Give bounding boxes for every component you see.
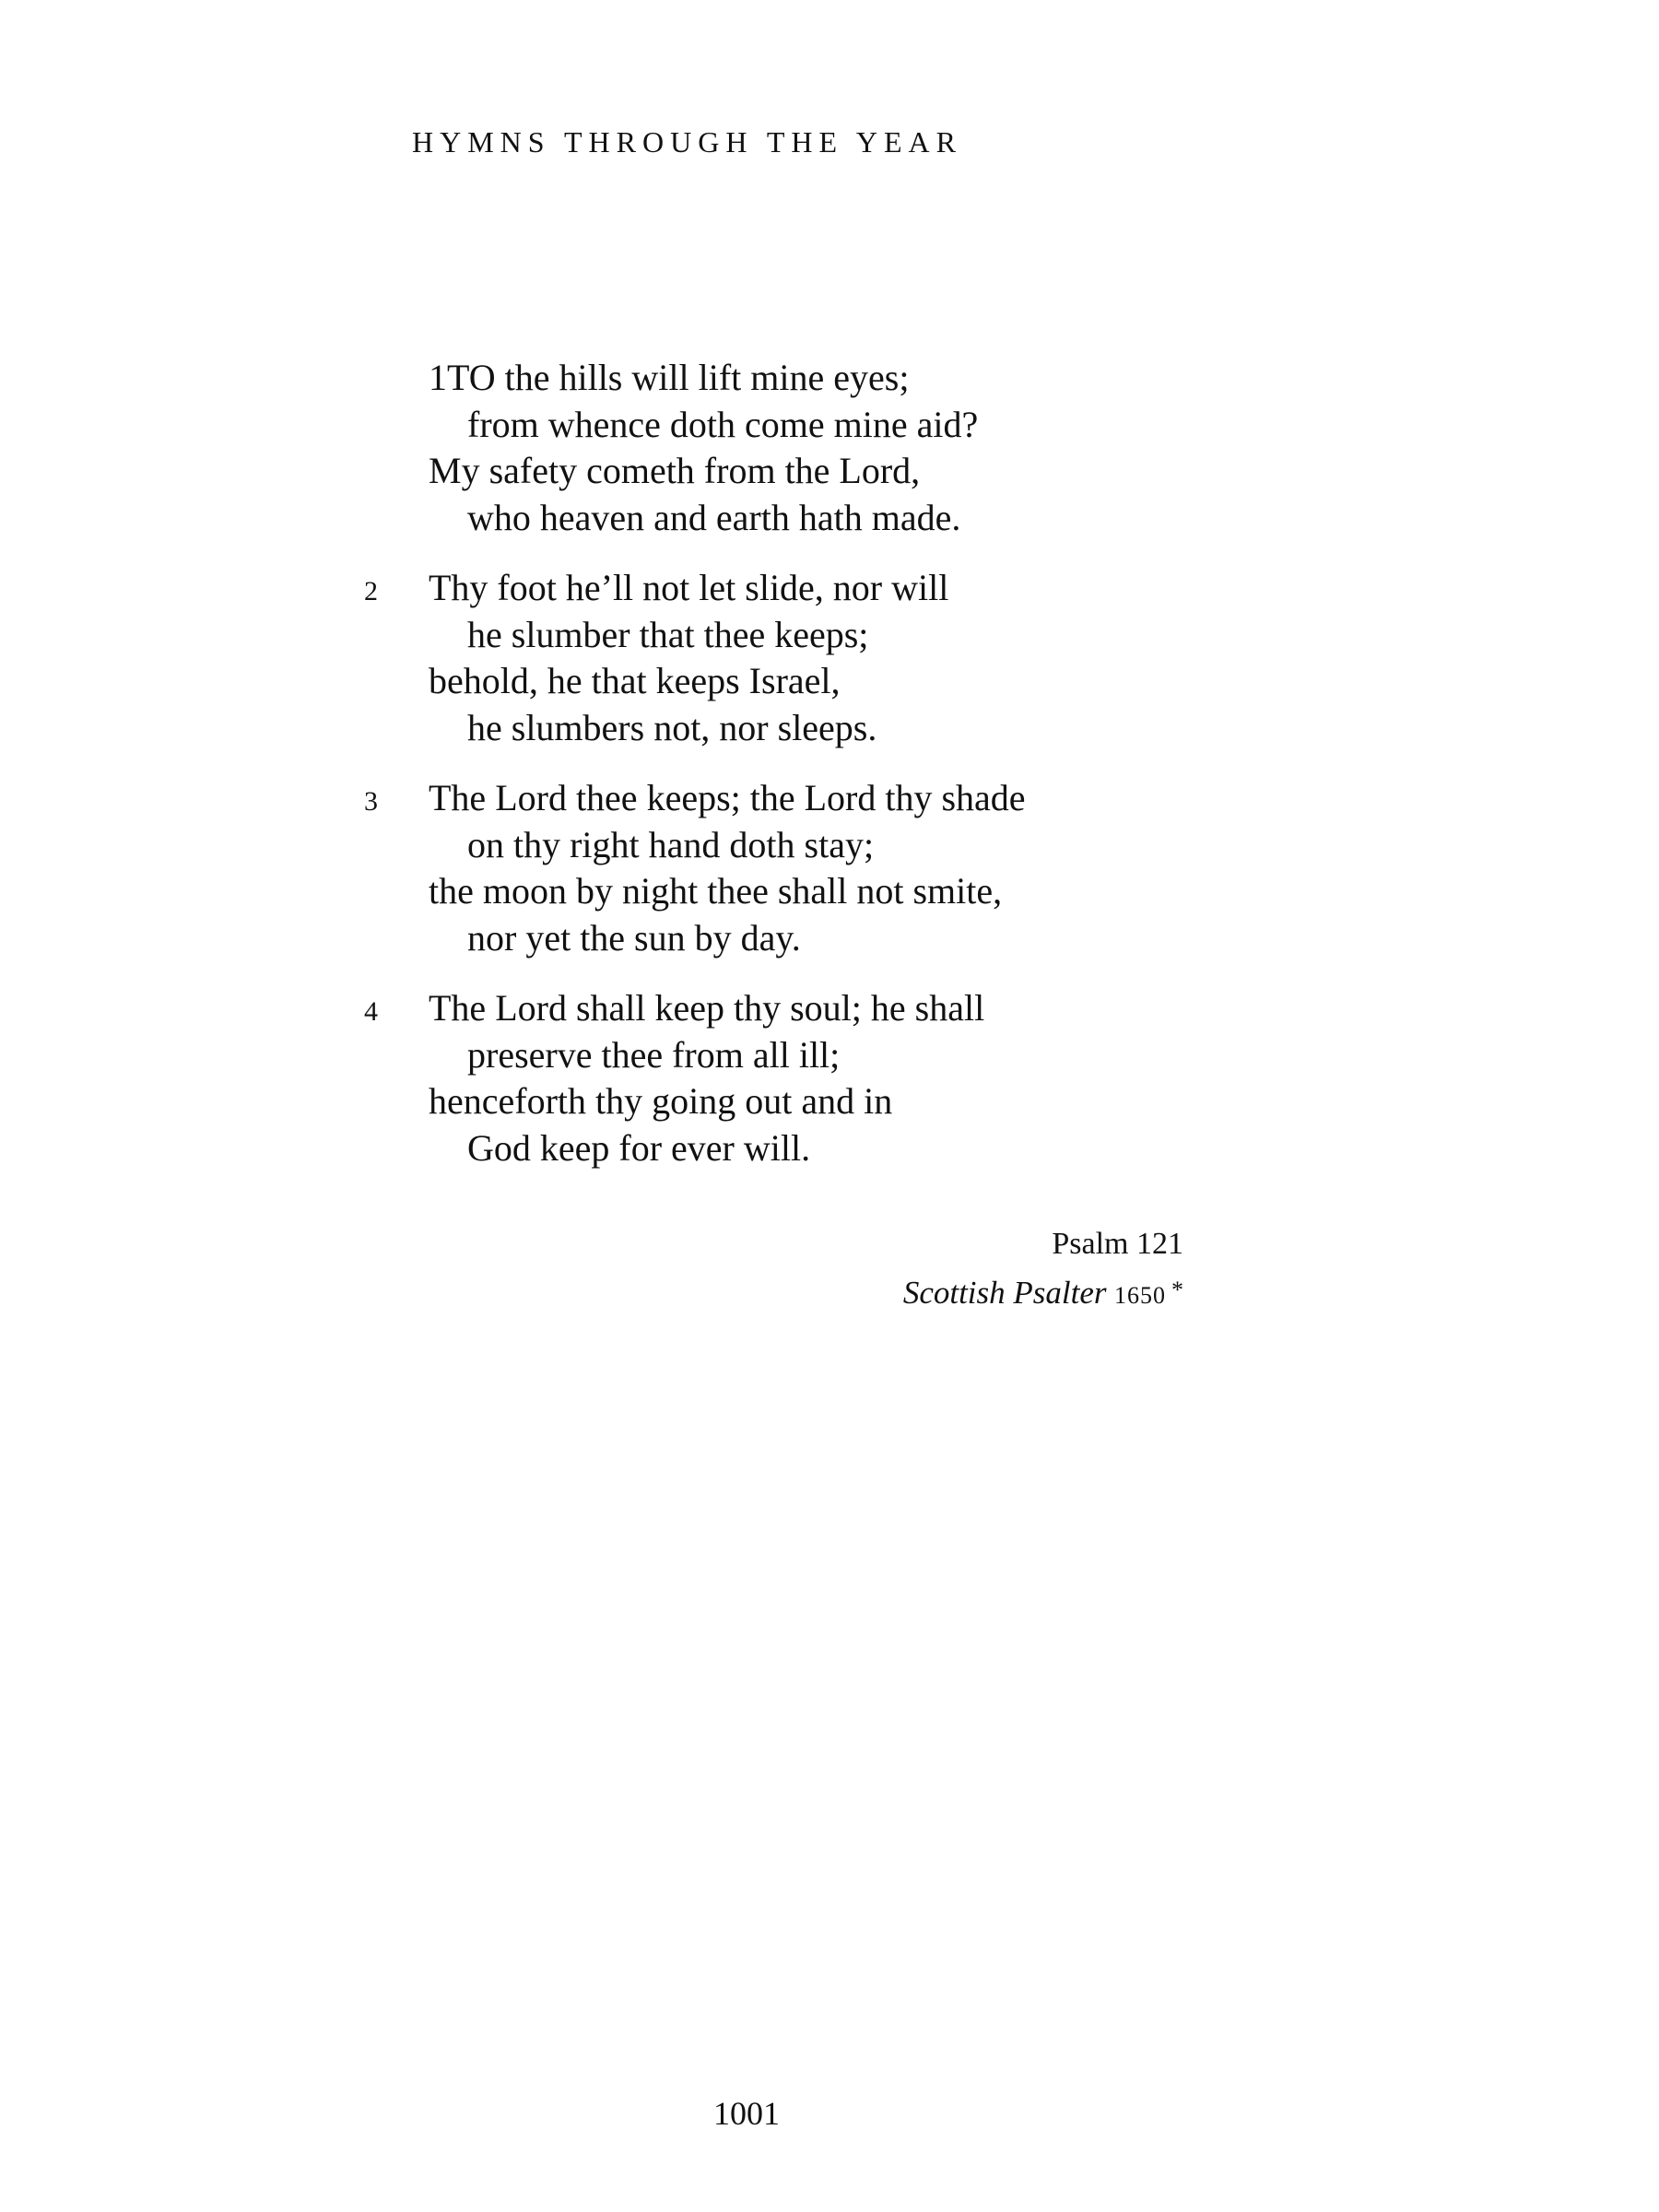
psalm-reference: Psalm 121 [1052,1227,1183,1261]
attribution [903,1221,1183,1319]
verse-line: behold, he that keeps Israel, [429,660,841,701]
verse-line: he slumbers not, nor sleeps. [467,706,877,748]
verse-number: 2 [364,576,378,606]
verse-line [0,355,1659,402]
verse-line: My safety cometh from the Lord, [429,450,921,491]
verse-number: 1 [429,357,447,398]
verse-number: 4 [364,996,378,1027]
hymn-text [0,355,1659,1195]
verse-4 [0,985,1659,1171]
verse-2 [0,565,1659,751]
verse-line: God keep for ever will. [467,1126,811,1169]
source-line [903,1267,1183,1319]
verse-line: The Lord thee keeps; the Lord thy shade [429,777,1026,818]
page-number: 1001 [713,2095,780,2132]
verse-line: the moon by night thee shall not smite, [429,870,1003,912]
verse-line: preserve thee from all ill; [467,1033,841,1076]
verse-line: who heaven and earth hath made. [467,496,961,538]
running-head: HYMNS THROUGH THE YEAR [412,125,962,159]
verse-line: he slumber that thee keeps; [467,613,869,655]
verse-line: nor yet the sun by day. [467,916,801,959]
verse-number: 3 [364,786,378,817]
verse-line: Thy foot he’ll not let slide, nor will [429,567,949,608]
verse-line-text: TO the hills will lift mine eyes; [447,357,910,398]
altered-mark: * [1171,1277,1183,1303]
verse-3 [0,775,1659,961]
source-year: 1650 [1114,1282,1166,1309]
verse-line: on thy right hand doth stay; [467,823,875,865]
verse-line: from whence doth come mine aid? [467,403,979,445]
source-title: Scottish Psalter [902,1275,1107,1311]
verse-1 [0,355,1659,541]
verse-line: The Lord shall keep thy soul; he shall [429,987,985,1029]
verse-line: henceforth thy going out and in [429,1080,893,1122]
